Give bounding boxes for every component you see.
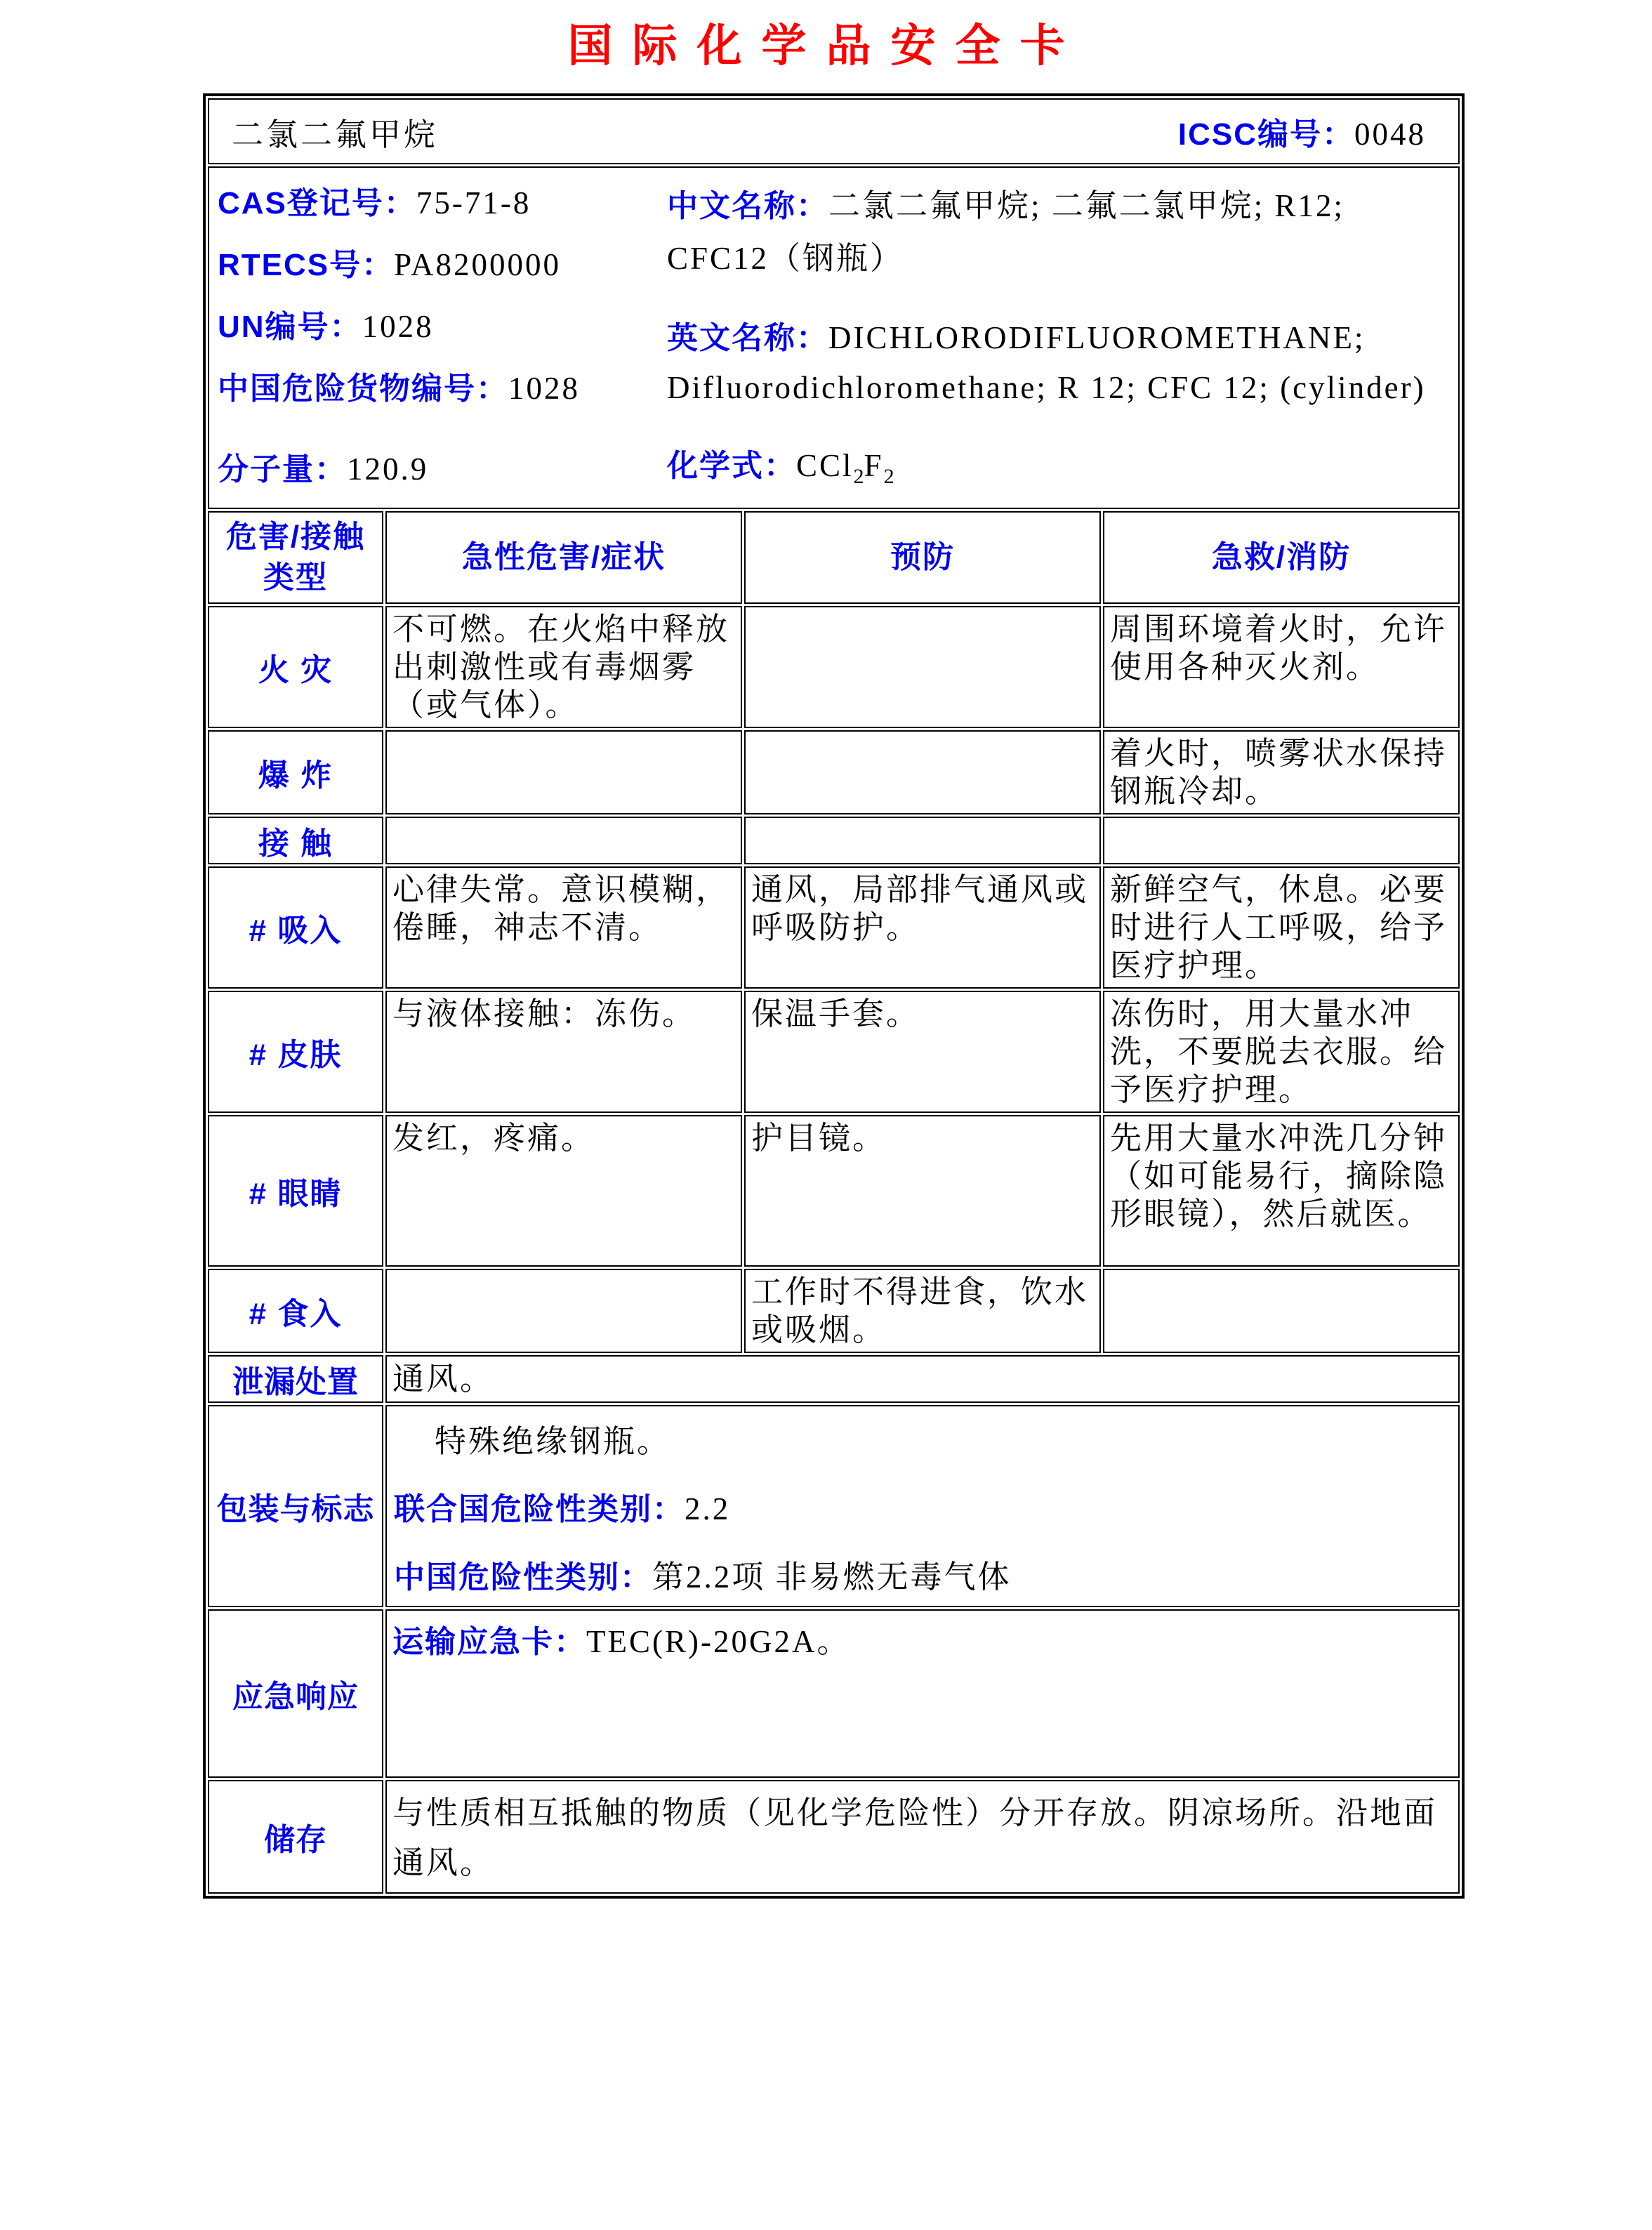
transport-emergency-card-value: TEC(R)-20G2A。 xyxy=(586,1624,851,1659)
china-dg-value: 1028 xyxy=(508,371,580,406)
eyes-symptoms: 发红，疼痛。 xyxy=(385,1115,742,1267)
rtecs-value: PA8200000 xyxy=(394,247,562,282)
explosion-prevention xyxy=(744,730,1101,814)
emergency-response-content xyxy=(385,1609,1460,1778)
un-hazard-class-line xyxy=(394,1488,1451,1531)
column-header-hazard-type: 危害/接触类型 xyxy=(208,511,383,604)
storage-content xyxy=(385,1780,1460,1894)
chinese-name-line xyxy=(667,183,1448,289)
icsc-number-group xyxy=(1178,109,1426,154)
row-label-contact: 接 触 xyxy=(208,817,383,864)
contact-response xyxy=(1103,817,1460,864)
un-value: 1028 xyxy=(362,309,434,344)
china-hazard-class-label: 中国危险性类别： xyxy=(394,1560,652,1595)
icsc-number-value: 0048 xyxy=(1354,117,1426,152)
un-number-line xyxy=(218,307,667,354)
packaging-labelling-label: 包装与标志 xyxy=(208,1405,383,1607)
un-hazard-class-value: 2.2 xyxy=(685,1491,731,1526)
row-label-inhalation: # 吸入 xyxy=(208,866,383,989)
inhalation-symptoms: 心律失常。意识模糊，倦睡，神志不清。 xyxy=(385,866,742,989)
icsc-number-label: ICSC编号： xyxy=(1177,117,1354,152)
china-hazard-class-line xyxy=(394,1556,1451,1599)
chinese-name-label: 中文名称： xyxy=(667,189,828,223)
skin-symptoms: 与液体接触：冻伤。 xyxy=(385,991,742,1113)
ingestion-response xyxy=(1103,1269,1460,1353)
row-label-ingestion: # 食入 xyxy=(208,1269,383,1353)
rtecs-number-line xyxy=(218,245,667,292)
row-label-skin: # 皮肤 xyxy=(208,991,383,1113)
un-label: UN编号： xyxy=(218,310,362,344)
molecular-weight-label: 分子量： xyxy=(218,452,347,487)
fire-symptoms: 不可燃。在火焰中释放出刺激性或有毒烟雾（或气体）。 xyxy=(385,606,742,728)
spill-disposal-section xyxy=(208,1355,1460,1403)
emergency-response-label: 应急响应 xyxy=(208,1609,383,1778)
molecular-weight-value: 120.9 xyxy=(347,451,429,487)
china-dg-label: 中国危险货物编号： xyxy=(218,371,508,406)
inhalation-prevention: 通风，局部排气通风或呼吸防护。 xyxy=(744,866,1101,989)
fire-response: 周围环境着火时，允许使用各种灭火剂。 xyxy=(1103,606,1460,728)
column-header-symptoms: 急性危害/症状 xyxy=(385,511,742,604)
spill-disposal-label: 泄漏处置 xyxy=(208,1355,383,1403)
chemical-formula-label: 化学式： xyxy=(667,449,796,483)
contact-prevention xyxy=(744,817,1101,864)
china-hazard-class-value: 第2.2项 非易燃无毒气体 xyxy=(652,1559,1012,1595)
chemical-names xyxy=(667,183,1448,496)
cas-number-line xyxy=(218,183,667,230)
emergency-response-section xyxy=(208,1609,1460,1778)
packaging-labelling-content xyxy=(385,1405,1460,1607)
ingestion-symptoms xyxy=(385,1269,742,1353)
header-row xyxy=(208,98,1460,164)
eyes-response: 先用大量水冲洗几分钟（如可能易行，摘除隐形眼镜），然后就医。 xyxy=(1103,1115,1460,1267)
hazard-table xyxy=(208,511,1460,1353)
explosion-symptoms xyxy=(385,730,742,814)
storage-section xyxy=(208,1780,1460,1894)
chinese-name-value: 二氯二氟甲烷; 二氟二氯甲烷; R12; CFC12（钢瓶） xyxy=(667,188,1345,276)
packaging-labelling-section xyxy=(208,1405,1460,1607)
molecular-weight-line xyxy=(218,449,667,496)
chemical-formula-value: $CCl_2F_2$ xyxy=(796,448,894,488)
inhalation-response: 新鲜空气，休息。必要时进行人工呼吸，给予医疗护理。 xyxy=(1103,866,1460,989)
storage-line-2: 通风。 xyxy=(392,1845,494,1880)
page-title: 国际化学品安全卡 xyxy=(567,20,1085,71)
storage-line-1: 与性质相互抵触的物质（见化学危险性）分开存放。阴凉场所。沿地面 xyxy=(392,1795,1438,1830)
column-header-prevention: 预防 xyxy=(744,511,1101,604)
un-hazard-class-label: 联合国危险性类别： xyxy=(394,1492,685,1526)
row-label-eyes: # 眼睛 xyxy=(208,1115,383,1267)
chemical-formula-line xyxy=(667,446,1448,496)
cas-value: 75-71-8 xyxy=(416,185,531,220)
contact-symptoms xyxy=(385,817,742,864)
registry-numbers xyxy=(218,183,667,496)
english-name-label: 英文名称： xyxy=(667,321,828,355)
eyes-prevention: 护目镜。 xyxy=(744,1115,1101,1267)
spill-disposal-content: 通风。 xyxy=(385,1355,1460,1403)
skin-response: 冻伤时，用大量水冲洗，不要脱去衣服。给予医疗护理。 xyxy=(1103,991,1460,1113)
icsc-card xyxy=(203,93,1465,1899)
chemical-name: 二氯二氟甲烷 xyxy=(232,117,439,152)
rtecs-label: RTECS号： xyxy=(218,248,395,282)
skin-prevention: 保温手套。 xyxy=(744,991,1101,1113)
column-header-response: 急救/消防 xyxy=(1103,511,1460,604)
transport-emergency-card-label: 运输应急卡： xyxy=(392,1625,586,1659)
explosion-response: 着火时，喷雾状水保持钢瓶冷却。 xyxy=(1103,730,1460,814)
cas-label: CAS登记号： xyxy=(218,186,416,220)
fire-prevention xyxy=(744,606,1101,728)
row-label-explosion: 爆 炸 xyxy=(208,730,383,814)
row-label-fire: 火 灾 xyxy=(208,606,383,728)
packaging-cylinder-note: 特殊绝缘钢瓶。 xyxy=(435,1424,671,1459)
china-dg-number-line xyxy=(218,369,667,416)
identification-section xyxy=(208,166,1460,509)
storage-label: 储存 xyxy=(208,1780,383,1894)
english-name-line xyxy=(667,317,1448,416)
ingestion-prevention: 工作时不得进食，饮水或吸烟。 xyxy=(744,1269,1101,1353)
english-name-value: DICHLORODIFLUOROMETHANE; Difluorodichloromethane; R 12; CFC 12; (cylinder) xyxy=(667,320,1426,405)
